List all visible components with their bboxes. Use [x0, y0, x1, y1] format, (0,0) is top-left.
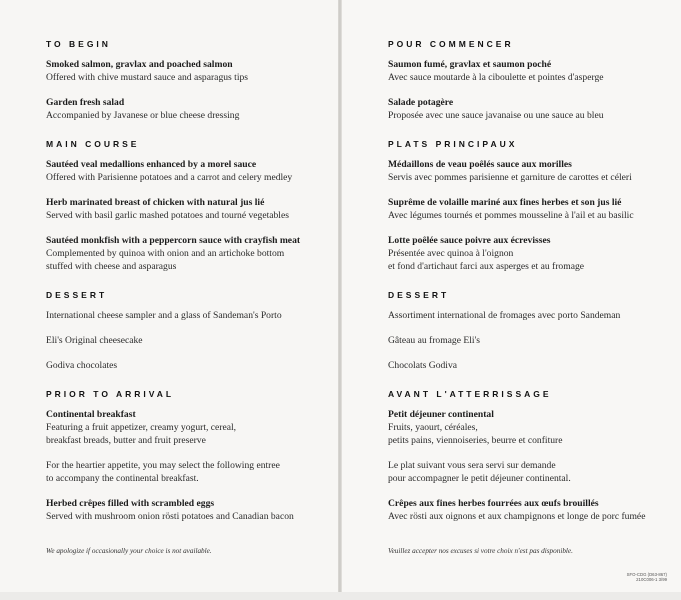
section-heading: DESSERT: [388, 290, 450, 300]
dish-name: Petit déjeuner continental: [388, 409, 494, 420]
dish-description: breakfast breads, butter and fruit preserve: [46, 435, 206, 446]
dish-description: Le plat suivant vous sera servi sur demande: [388, 460, 556, 471]
section-heading: POUR COMMENCER: [388, 39, 514, 49]
english-menu-panel: [0, 0, 338, 592]
menu-item: [46, 234, 331, 273]
dish-description: Avec rösti aux oignons et aux champignons et longe de porc fumée: [388, 511, 646, 522]
dish-description: stuffed with cheese and asparagus: [46, 261, 177, 272]
menu-item: [46, 334, 331, 347]
dish-description: to accompany the continental breakfast.: [46, 473, 199, 484]
menu-item: [46, 196, 331, 222]
menu-item: [388, 359, 673, 372]
menu-item: [388, 158, 673, 184]
dish-description: Présentée avec quinoa à l'oignon: [388, 248, 514, 259]
dish-name: Herbed crêpes filled with scrambled eggs: [46, 498, 215, 509]
section-heading: DESSERT: [46, 290, 108, 300]
dish-name: Sautéed veal medallions enhanced by a morel sauce: [46, 159, 257, 170]
section-heading: PRIOR TO ARRIVAL: [46, 389, 175, 399]
dish-name: Continental breakfast: [46, 409, 136, 420]
menu-section: [46, 138, 331, 273]
menu-item: [46, 158, 331, 184]
english-menu-column: [46, 38, 331, 539]
dish-description: Servis avec pommes parisienne et garniture de carottes et céleri: [388, 172, 632, 183]
menu-item: [388, 58, 673, 84]
dish-description: et fond d'artichaut farci aux asperges et au fromage: [388, 261, 585, 272]
menu-section: [46, 38, 331, 122]
dish-description: Assortiment international de fromages avec porto Sandeman: [388, 310, 621, 321]
dish-description: petits pains, viennoiseries, beurre et confiture: [388, 435, 563, 446]
menu-section: [46, 388, 331, 523]
menu-section: [388, 138, 673, 273]
dish-name: Herb marinated breast of chicken with natural jus lié: [46, 197, 265, 208]
menu-item: [46, 309, 331, 322]
dish-description: Avec légumes tournés et pommes mousseline à l'ail et au basilic: [388, 210, 634, 221]
menu-code: [627, 572, 667, 582]
menu-item: [388, 497, 673, 523]
menu-item: [388, 459, 673, 485]
dish-name: Crêpes aux fines herbes fourrées aux œufs brouillés: [388, 498, 599, 509]
menu-item: [388, 334, 673, 347]
menu-item: [46, 359, 331, 372]
dish-description: For the heartier appetite, you may select the following entree: [46, 460, 280, 471]
dish-name: Sautéed monkfish with a peppercorn sauce with crayfish meat: [46, 235, 301, 246]
dish-name: Salade potagère: [388, 97, 454, 108]
menu-item: [388, 96, 673, 122]
section-heading: AVANT L'ATTERRISSAGE: [388, 389, 552, 399]
dish-description: Offered with chive mustard sauce and asparagus tips: [46, 72, 249, 83]
dish-description: Featuring a fruit appetizer, creamy yogurt, cereal,: [46, 422, 237, 433]
availability-note-french: Veuillez accepter nos excuses si votre choix n'est pas disponible.: [388, 547, 573, 555]
menu-item: [46, 497, 331, 523]
dish-description: Complemented by quinoa with onion and an artichoke bottom: [46, 248, 285, 259]
section-heading: TO BEGIN: [46, 39, 111, 49]
dish-name: Médaillons de veau poêlés sauce aux morilles: [388, 159, 572, 170]
dish-description: pour accompagner le petit déjeuner continental.: [388, 473, 571, 484]
menu-item: [46, 58, 331, 84]
menu-item: [388, 196, 673, 222]
availability-note: We apologize if occasionally your choice is not available.: [46, 547, 212, 555]
menu-section: [388, 289, 673, 372]
route-code: SFO-CDG (D63-867): [626, 572, 667, 577]
dish-description: Chocolats Godiva: [388, 360, 458, 371]
dish-name: Suprême de volaille mariné aux fines herbes et son jus lié: [388, 197, 622, 208]
menu-item: [388, 408, 673, 447]
french-menu-column: [388, 38, 673, 539]
menu-item: [46, 459, 331, 485]
dish-description: Served with mushroom onion rösti potatoes and Canadian bacon: [46, 511, 294, 522]
dish-description: Eli's Original cheesecake: [46, 335, 143, 346]
dish-name: Saumon fumé, gravlax et saumon poché: [388, 59, 552, 70]
dish-name: Smoked salmon, gravlax and poached salmon: [46, 59, 233, 70]
print-code: 210C006-1 3/99: [636, 577, 667, 582]
dish-description: International cheese sampler and a glass of Sandeman's Porto: [46, 310, 282, 321]
dish-description: Fruits, yaourt, céréales,: [388, 422, 478, 433]
dish-name: Lotte poêlée sauce poivre aux écrevisses: [388, 235, 551, 246]
dish-description: Accompanied by Javanese or blue cheese dressing: [46, 110, 240, 121]
menu-item: [388, 309, 673, 322]
menu-item: [388, 234, 673, 273]
menu-item: [46, 96, 331, 122]
dish-description: Godiva chocolates: [46, 360, 118, 371]
dish-name: Garden fresh salad: [46, 97, 125, 108]
section-heading: PLATS PRINCIPAUX: [388, 139, 518, 149]
menu-section: [388, 38, 673, 122]
section-heading: MAIN COURSE: [46, 139, 140, 149]
french-menu-panel: [342, 0, 681, 592]
dish-description: Served with basil garlic mashed potatoes and tourné vegetables: [46, 210, 289, 221]
dish-description: Avec sauce moutarde à la ciboulette et pointes d'asperge: [388, 72, 604, 83]
menu-section: [46, 289, 331, 372]
menu-section: [388, 388, 673, 523]
menu-item: [46, 408, 331, 447]
dish-description: Offered with Parisienne potatoes and a carrot and celery medley: [46, 172, 293, 183]
dish-description: Gâteau au fromage Eli's: [388, 335, 481, 346]
dish-description: Proposée avec une sauce javanaise ou une sauce au bleu: [388, 110, 604, 121]
